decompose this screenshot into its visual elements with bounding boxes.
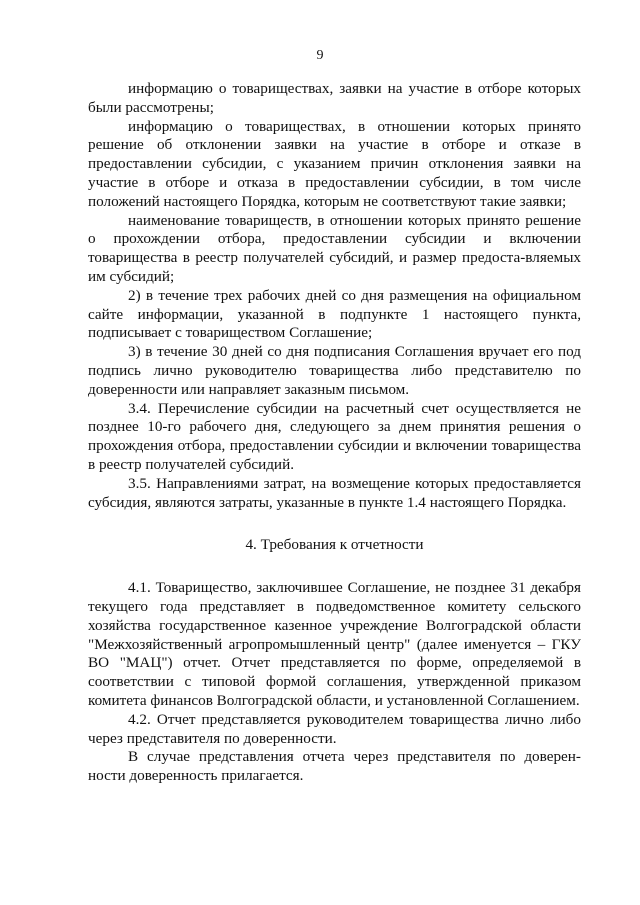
paragraph: информацию о товариществах, заявки на участие в отборе которых были рассмотрены; bbox=[88, 80, 581, 116]
paragraph: 3.4. Перечисление субсидии на расчетный счет осуществляется не позднее 10-го рабочего дня, следующего за днем принятия решения о прохождения отбора, предоставлении субсидии и включении товарищества в реестр получателей субсидий. bbox=[88, 399, 581, 473]
document-body bbox=[88, 80, 581, 786]
paragraph: 2) в течение трех рабочих дней со дня размещения на официальном сайте информации, указанной в подпункте 1 настоящего пункта, подписывает с товариществом Соглашение; bbox=[88, 286, 581, 342]
paragraph: 3.5. Направлениями затрат, на возмещение которых предоставляется субсидия, являются затраты, указанные в пункте 1.4 настоящего Порядка. bbox=[88, 474, 581, 511]
section-title: 4. Требования к отчетности bbox=[245, 536, 424, 554]
paragraph: В случае представления отчета через представителя по доверен-ности доверенность прилагается. bbox=[88, 748, 581, 785]
paragraph: наименование товариществ, в отношении которых принято решение о прохождении отбора, предоставлении субсидии и включении товарищества в реестр получателей субсидий, и размер предоста-вляемых им субсидий; bbox=[88, 211, 581, 285]
paragraph: информацию о товариществах, в отношении которых принято решение об отклонении заявки на участие в отборе и отказе в предоставлении субсидии, с указанием причин отклонения заявки на участие в отборе и отказа в предоставлении субсидии, в том числе положений настоящего Порядка, которым не соответствуют такие заявки; bbox=[88, 117, 581, 210]
paragraph: 4.2. Отчет представляется руководителем товарищества лично либо через представителя по доверенности. bbox=[88, 710, 581, 747]
page-number: 9 bbox=[316, 48, 324, 63]
paragraph: 3) в течение 30 дней со дня подписания Соглашения вручает его под подпись лично руководителю товарищества либо представителю по доверенности или направляет заказным письмом. bbox=[88, 343, 581, 398]
paragraph: 4.1. Товарищество, заключившее Соглашение, не позднее 31 декабря текущего года представляет в подведомственное комитету сельского хозяйства государственное казенное учреждение Волгоградской области "Межхозяйственный агропромышленный центр" (далее именуется – ГКУ ВО "МАЦ") отчет. Отчет представляется по форме, определяемой в соответствии с типовой формой соглашения, утвержденной приказом комитета финансов Волгоградской области, и установленной Соглашением. bbox=[88, 579, 581, 709]
